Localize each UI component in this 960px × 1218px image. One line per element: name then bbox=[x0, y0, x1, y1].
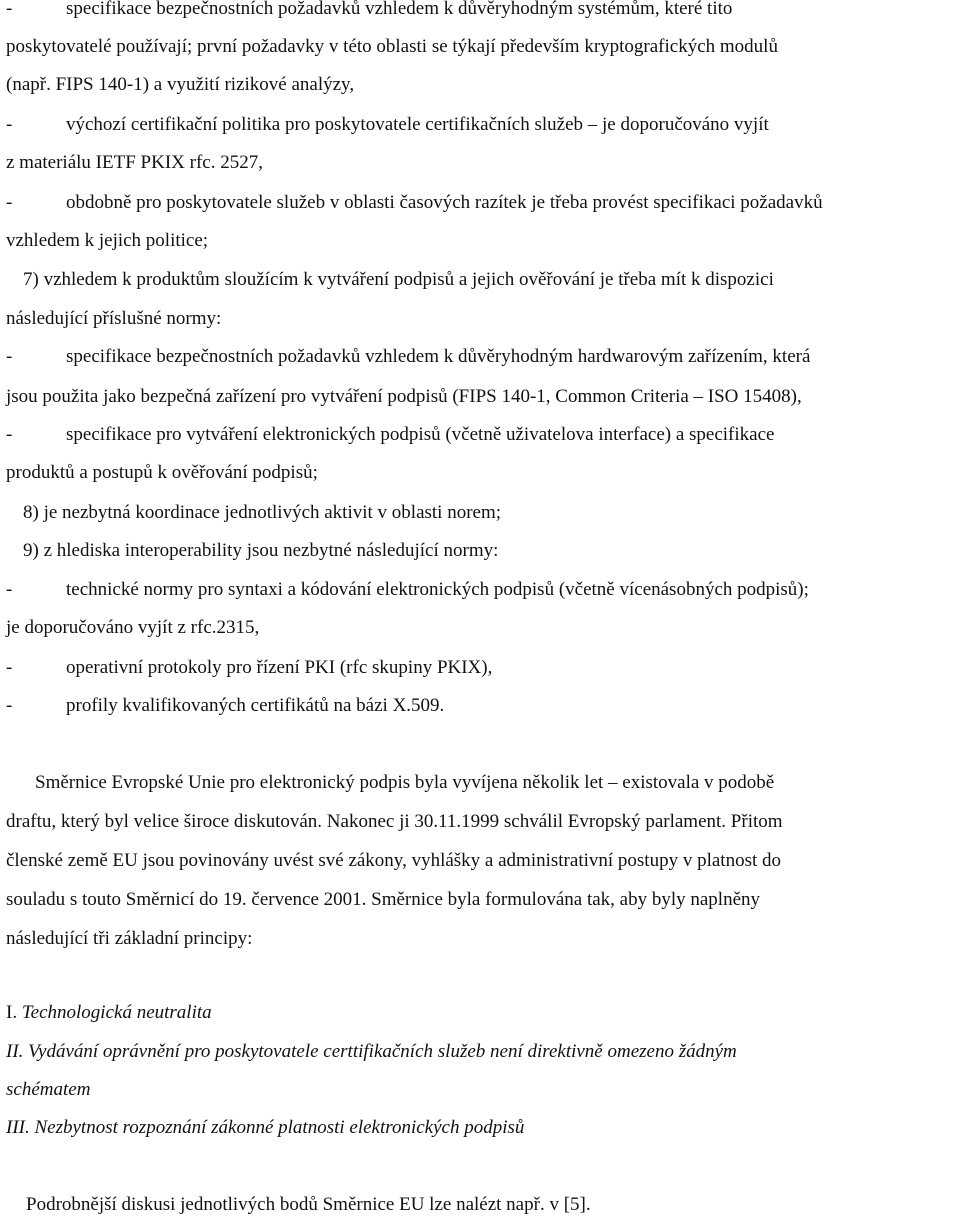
bullet-line bbox=[6, 694, 444, 718]
bullet-line bbox=[6, 191, 823, 215]
bullet-text: technické normy pro syntaxi a kódování elektronických podpisů (včetně vícenásobných podpisů); bbox=[66, 579, 809, 600]
bullet-dash: - bbox=[6, 695, 13, 716]
bullet-dash: - bbox=[6, 657, 13, 678]
paragraph-line: Směrnice Evropské Unie pro elektronický podpis byla vyvíjena několik let – existovala v podobě bbox=[35, 772, 775, 793]
bullet-text: specifikace pro vytváření elektronických podpisů (včetně uživatelova interface) a specifikace bbox=[66, 424, 775, 445]
numbered-item-text: 8) je nezbytná koordinace jednotlivých aktivit v oblasti norem; bbox=[23, 502, 502, 523]
numbered-item bbox=[6, 501, 501, 525]
text-line: poskytovatelé používají; první požadavky v této oblasti se týkají především kryptografických modulů bbox=[6, 36, 778, 57]
bullet-line bbox=[6, 656, 492, 680]
paragraph-line: souladu s touto Směrnicí do 19. července 2001. Směrnice byla formulována tak, aby byly naplněny bbox=[6, 889, 761, 910]
text-line: (např. FIPS 140-1) a využití rizikové analýzy, bbox=[6, 74, 355, 95]
text-line: vzhledem k jejich politice; bbox=[6, 230, 209, 251]
bullet-line bbox=[6, 0, 732, 21]
numbered-item bbox=[6, 539, 498, 563]
bullet-dash: - bbox=[6, 114, 13, 135]
bullet-line bbox=[6, 423, 774, 447]
bullet-dash: - bbox=[6, 0, 13, 19]
bullet-dash: - bbox=[6, 346, 13, 367]
principle-item: II. Vydávání oprávnění pro poskytovatele certtifikačních služeb není direktivně omezeno žádným bbox=[6, 1041, 737, 1062]
closing-line: Podrobnější diskusi jednotlivých bodů Směrnice EU lze nalézt např. v [5]. bbox=[26, 1194, 591, 1215]
bullet-line bbox=[6, 578, 809, 602]
text-line: je doporučováno vyjít z rfc.2315, bbox=[6, 617, 260, 638]
bullet-dash: - bbox=[6, 424, 13, 445]
numbered-item-text: 9) z hlediska interoperability jsou nezbytné následující normy: bbox=[23, 540, 499, 561]
bullet-line bbox=[6, 345, 810, 369]
bullet-text: specifikace bezpečnostních požadavků vzhledem k důvěryhodným hardwarovým zařízením, která bbox=[66, 346, 811, 367]
bullet-dash: - bbox=[6, 579, 13, 600]
bullet-text: výchozí certifikační politika pro poskytovatele certifikačních služeb – je doporučováno vyjít bbox=[66, 114, 769, 135]
bullet-text: operativní protokoly pro řízení PKI (rfc skupiny PKIX), bbox=[66, 657, 493, 678]
bullet-dash: - bbox=[6, 192, 13, 213]
bullet-line bbox=[6, 113, 769, 137]
bullet-text: specifikace bezpečnostních požadavků vzhledem k důvěryhodným systémům, které tito bbox=[66, 0, 733, 19]
principle-item bbox=[6, 1001, 212, 1025]
paragraph-line: následující tři základní principy: bbox=[6, 928, 253, 949]
principle-text: Technologická neutralita bbox=[17, 1002, 212, 1023]
bullet-text: obdobně pro poskytovatele služeb v oblasti časových razítek je třeba provést specifikaci požadavků bbox=[66, 192, 823, 213]
numbered-item-text: 7) vzhledem k produktům sloužícím k vytváření podpisů a jejich ověřování je třeba mít k dispozici bbox=[23, 269, 774, 290]
text-line: jsou použita jako bezpečná zařízení pro vytváření podpisů (FIPS 140-1, Common Criteria – ISO 15408), bbox=[6, 386, 802, 407]
text-line: následující příslušné normy: bbox=[6, 308, 222, 329]
principle-item-continued: schématem bbox=[6, 1079, 91, 1100]
text-line: z materiálu IETF PKIX rfc. 2527, bbox=[6, 152, 263, 173]
numbered-item bbox=[6, 268, 774, 292]
text-line: produktů a postupů k ověřování podpisů; bbox=[6, 462, 318, 483]
principle-numeral: I. bbox=[6, 1002, 18, 1023]
paragraph-line: členské země EU jsou povinovány uvést své zákony, vyhlášky a administrativní postupy v platnost do bbox=[6, 850, 781, 871]
principle-item: III. Nezbytnost rozpoznání zákonné platnosti elektronických podpisů bbox=[6, 1117, 525, 1138]
bullet-text: profily kvalifikovaných certifikátů na bázi X.509. bbox=[66, 695, 445, 716]
paragraph-line: draftu, který byl velice široce diskutován. Nakonec ji 30.11.1999 schválil Evropský parlament. Přitom bbox=[6, 811, 783, 832]
